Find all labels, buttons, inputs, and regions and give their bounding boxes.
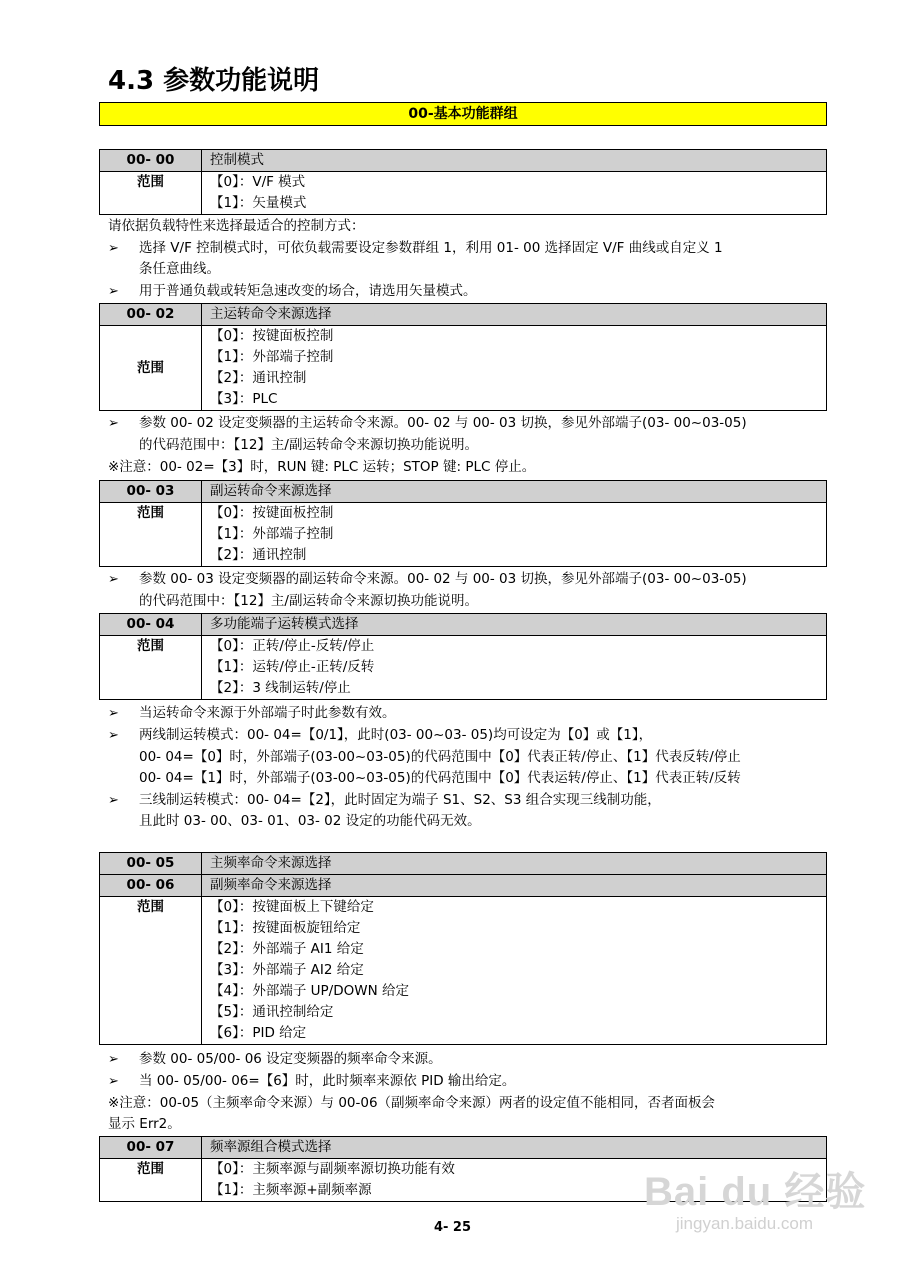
bullet-text: 的代码范围中：【12】主/副运转命令来源切换功能说明。: [139, 437, 478, 453]
range-label: 范围: [100, 897, 202, 1045]
param-code: 00- 04: [100, 614, 202, 636]
param-name: 控制模式: [202, 150, 827, 172]
range-option: 【6】：PID 给定: [210, 1025, 307, 1041]
range-option: 【0】：V/F 模式: [210, 174, 306, 190]
bullet-text: 三线制运转模式：00- 04=【2】，此时固定为端子 S1、S2、S3 组合实现三线制功能，: [139, 792, 661, 808]
range-option: 【0】：按键面板控制: [210, 505, 334, 521]
range-option: 【0】：主频率源与副频率源切换功能有效: [210, 1161, 455, 1177]
range-label: 范围: [100, 503, 202, 567]
param-table-00-03: [99, 480, 827, 567]
bullet-text: 参数 00- 02 设定变频器的主运转命令来源。00- 02 与 00- 03 切换，参见外部端子(03- 00~03-05): [139, 415, 747, 431]
range-option: 【2】：通讯控制: [210, 370, 307, 386]
bullet-text: 当 00- 05/00- 06=【6】时，此时频率来源依 PID 输出给定。: [139, 1073, 516, 1089]
bullet-icon: ➢: [108, 284, 119, 299]
note-text: ※注意：00-05（主频率命令来源）与 00-06（副频率命令来源）两者的设定值不能相同，否者面板会: [108, 1095, 716, 1111]
range-option: 【0】：按键面板控制: [210, 328, 334, 344]
param-code: 00- 06: [100, 875, 202, 897]
range-option: 【1】：外部端子控制: [210, 526, 334, 542]
bullet-text: 的代码范围中：【12】主/副运转命令来源切换功能说明。: [139, 593, 478, 609]
bullet-text: 条任意曲线。: [139, 261, 220, 277]
param-table-00-04: [99, 613, 827, 700]
param-name: 副运转命令来源选择: [202, 481, 827, 503]
page-number: 4- 25: [433, 1220, 472, 1235]
param-code: 00- 03: [100, 481, 202, 503]
note-text: ※注意：00- 02=【3】时，RUN 键: PLC 运转；STOP 键: PLC 停止。: [108, 459, 536, 475]
param-code: 00- 00: [100, 150, 202, 172]
param-name: 多功能端子运转模式选择: [202, 614, 827, 636]
watermark-brand: Bai du 经验: [644, 1170, 867, 1214]
bullet-text: 用于普通负载或转矩急速改变的场合，请选用矢量模式。: [139, 283, 477, 299]
range-option: 【2】：通讯控制: [210, 547, 307, 563]
range-option: 【3】：外部端子 AI2 给定: [210, 962, 364, 978]
range-option: 【2】：3 线制运转/停止: [210, 680, 351, 696]
bullet-text: 选择 V/F 控制模式时，可依负载需要设定参数群组 1，利用 01- 00 选择固定 V/F 曲线或自定义 1: [139, 240, 723, 256]
bullet-text: 00- 04=【0】时，外部端子(03-00~03-05)的代码范围中【0】代表正转/停止、【1】代表反转/停止: [139, 749, 741, 765]
bullet-icon: ➢: [108, 1074, 119, 1089]
param-name: 副频率命令来源选择: [202, 875, 827, 897]
param-name: 主频率命令来源选择: [202, 853, 827, 875]
range-option: 【1】：按键面板旋钮给定: [210, 920, 361, 936]
bullet-icon: ➢: [108, 1052, 119, 1067]
watermark-url: jingyan.baidu.com: [676, 1214, 814, 1233]
range-label: 范围: [100, 326, 202, 411]
range-option: 【3】：PLC: [210, 391, 278, 407]
range-option: 【1】：矢量模式: [210, 195, 307, 211]
param-code: 00- 05: [100, 853, 202, 875]
bullet-text: 参数 00- 05/00- 06 设定变频器的频率命令来源。: [139, 1051, 442, 1067]
bullet-icon: ➢: [108, 706, 119, 721]
range-option: 【0】：按键面板上下键给定: [210, 899, 374, 915]
range-option: 【1】：运转/停止-正转/反转: [210, 659, 375, 675]
description-text: 请依据负载特性来选择最适合的控制方式：: [108, 218, 365, 234]
range-option: 【1】：主频率源+副频率源: [210, 1182, 372, 1198]
range-option: 【0】：正转/停止-反转/停止: [210, 638, 375, 654]
bullet-icon: ➢: [108, 728, 119, 743]
bullet-text: 当运转命令来源于外部端子时此参数有效。: [139, 705, 396, 721]
bullet-text: 00- 04=【1】时，外部端子(03-00~03-05)的代码范围中【0】代表运转/停止、【1】代表正转/反转: [139, 770, 741, 786]
range-label: 范围: [100, 172, 202, 215]
range-option: 【4】：外部端子 UP/DOWN 给定: [210, 983, 409, 999]
group-banner: 00-基本功能群组: [99, 102, 827, 126]
param-table-00-00: [99, 149, 827, 215]
range-label: 范围: [100, 636, 202, 700]
watermark-logo: [640, 1148, 867, 1248]
bullet-icon: ➢: [108, 793, 119, 808]
bullet-icon: ➢: [108, 416, 119, 431]
bullet-icon: ➢: [108, 572, 119, 587]
range-option: 【5】：通讯控制给定: [210, 1004, 334, 1020]
param-name: 主运转命令来源选择: [202, 304, 827, 326]
bullet-text: 两线制运转模式：00- 04=【0/1】，此时(03- 00~03- 05)均可设定为【0】或【1】，: [139, 727, 653, 743]
param-code: 00- 02: [100, 304, 202, 326]
note-text: 显示 Err2。: [108, 1116, 181, 1132]
param-code: 00- 07: [100, 1137, 202, 1159]
section-title: 4.3 参数功能说明: [108, 66, 320, 96]
bullet-icon: ➢: [108, 241, 119, 256]
param-table-00-05: [99, 852, 827, 1045]
param-name: 频率源组合模式选择: [202, 1137, 827, 1159]
param-table-00-02: [99, 303, 827, 411]
range-option: 【2】：外部端子 AI1 给定: [210, 941, 364, 957]
range-label: 范围: [100, 1159, 202, 1202]
bullet-text: 且此时 03- 00、03- 01、03- 02 设定的功能代码无效。: [139, 813, 481, 829]
bullet-text: 参数 00- 03 设定变频器的副运转命令来源。00- 02 与 00- 03 切换，参见外部端子(03- 00~03-05): [139, 571, 747, 587]
range-option: 【1】：外部端子控制: [210, 349, 334, 365]
